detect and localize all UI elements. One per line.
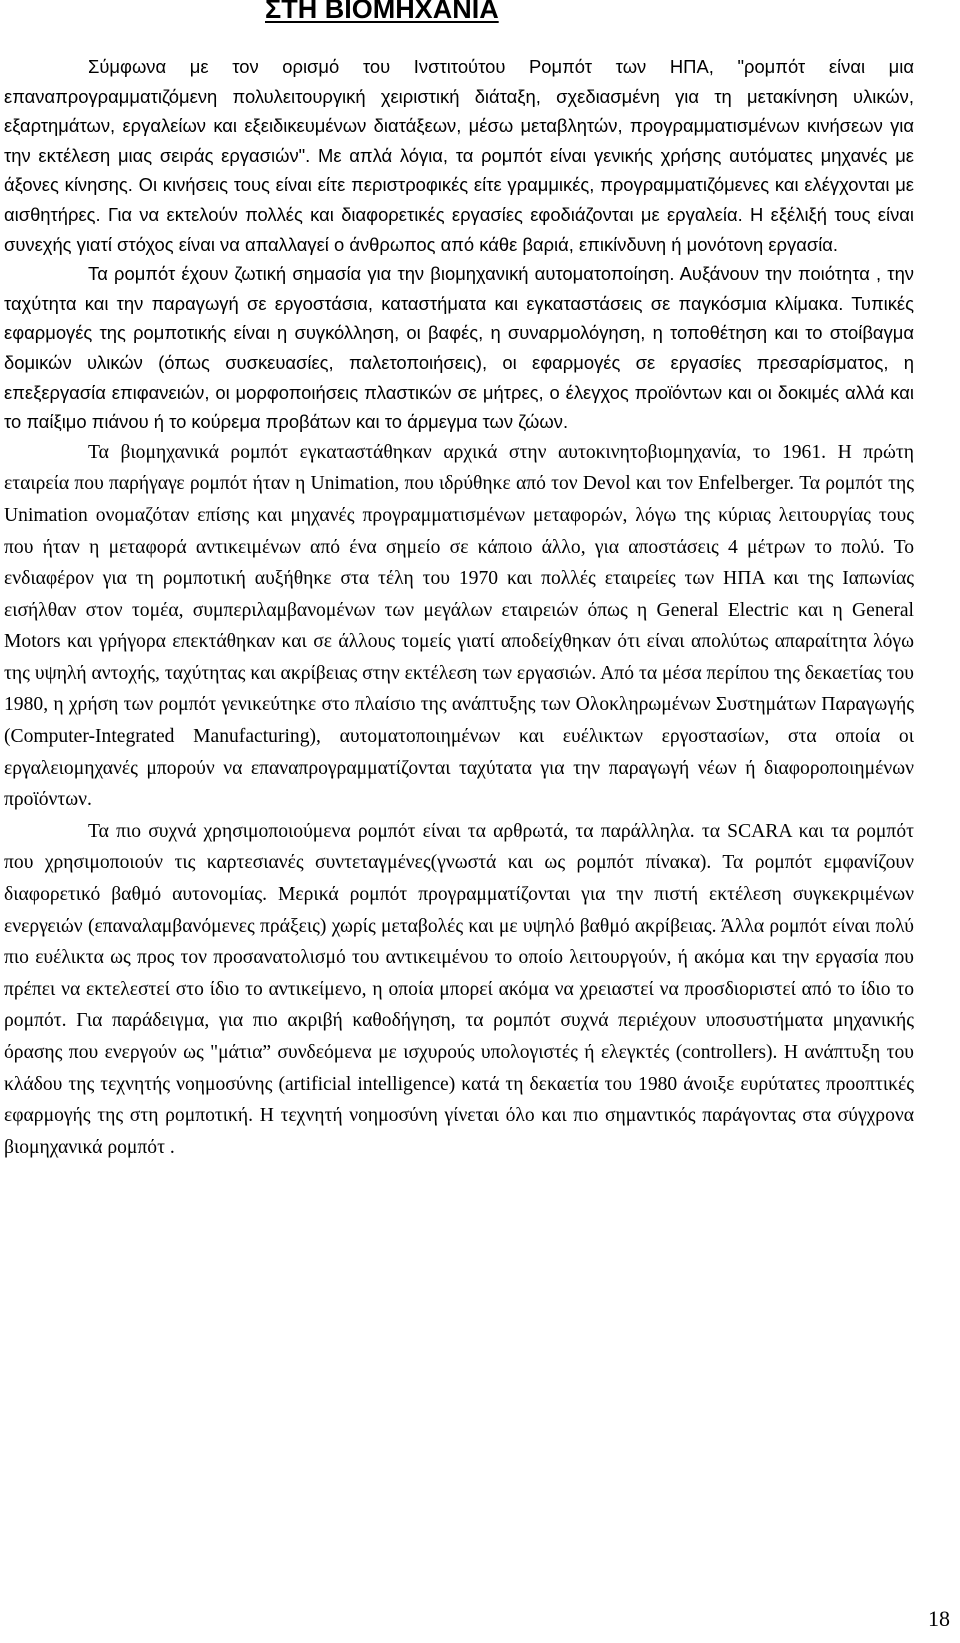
page-number: 18 [928,1606,950,1631]
paragraph-robot-definition: Σύμφωνα με τον ορισμό του Ινστιτούτου Ρομπότ των ΗΠΑ, "ρομπότ είναι μια επαναπρογραμματιζόμενη πολυλειτουργική χειριστική διάταξη, σχεδιασμένη για τη μετακίνηση υλικών, εξαρτημάτων, εργαλείων και εξειδικευμένων διατάξεων, μέσω μεταβλητών, προγραμματισμένων κινήσεων για την εκτέλεση μιας σειράς εργασιών". Με απλά λόγια, τα ρομπότ είναι γενικής χρήσης αυτόματες μηχανές με άξονες κίνησης. Οι κινήσεις τους είναι είτε περιστροφικές είτε γραμμικές, προγραμματιζόμενες και ελέγχονται με αισθητήρες. Για να εκτελούν πολλές και διαφορετικές εργασίες εφοδιάζονται με εργαλεία. Η εξέλιξή τους είναι συνεχής γιατί στόχος είναι να απαλλαγεί ο άνθρωπος από κάθε βαριά, επικίνδυνη ή μονότονη εργασία. [4,56,914,255]
paragraph-industrial-automation: Τα ρομπότ έχουν ζωτική σημασία για την βιομηχανική αυτοματοποίηση. Αυξάνουν την ποιότητα , την ταχύτητα και την παραγωγή σε εργοστάσια, καταστήματα και εγκαταστάσεις σε παγκόσμια κλίμακα. Τυπικές εφαρμογές της ρομποτικής είναι η συγκόλληση, οι βαφές, η συναρμολόγηση, η τοποθέτηση και το στοίβαγμα δομικών υλικών (όπως συσκευασίες, παλετοποιήσεις), οι εφαρμογές σε εργασίες πρεσαρίσματος, η επεξεργασία επιφανειών, οι μορφοποιήσεις πλαστικών σε μήτρες, ο έλεγχος προϊόντων και οι δοκιμές αλλά και το παίξιμο πιάνου ή το κούρεμα προβάτων και το άρμεγμα των ζώων. [4,263,914,433]
section-heading [265,0,499,26]
paragraph-robot-types: Τα πιο συχνά χρησιμοποιούμενα ρομπότ είναι τα αρθρωτά, τα παράλληλα. τα SCARA και τα ρομπότ που χρησιμοποιούν τις καρτεσιανές συντεταγμένες(γνωστά και ως ρομπότ πίνακα). Τα ρομπότ εμφανίζουν διαφορετικό βαθμό αυτονομίας. Μερικά ρομπότ προγραμματίζονται για την πιστή εκτέλεση συγκεκριμένων ενεργειών (επαναλαμβανόμενες πράξεις) χωρίς μεταβολές και με υψηλό βαθμό ακρίβειας. Άλλα ρομπότ είναι πολύ πιο ευέλικτα ως προς τον προσανατολισμό του αντικειμένου το οποίο λειτουργούν, ή ακόμα και την εργασία που πρέπει να εκτελεστεί στο ίδιο το αντικείμενο, η οποία μπορεί ακόμα να χρειαστεί να προσδιοριστεί από το ίδιο το ρομπότ. Για παράδειγμα, για πιο ακριβή καθοδήγηση, τα ρομπότ συχνά περιέχουν υποσυστήματα μηχανικής όρασης που ενεργούν ως "μάτια” συνδεόμενα με ισχυρούς υπολογιστές ή ελεγκτές (controllers). Η ανάπτυξη του κλάδου της τεχνητής νοημοσύνης (artificial intelligence) κατά τη δεκαετία του 1980 άνοιξε ευρύτατες προοπτικές εφαρμογής της στη ρομποτική. Η τεχνητή νοημοσύνη γίνεται όλο και πιο σημαντικός παράγοντας στα σύγχρονα βιομηχανικά ρομπότ . [4,820,914,1158]
paragraph-industrial-history: Τα βιομηχανικά ρομπότ εγκαταστάθηκαν αρχικά στην αυτοκινητοβιομηχανία, το 1961. Η πρώτη εταιρεία που παρήγαγε ρομπότ ήταν η Unimation, που ιδρύθηκε από τον Devol και τον Enfelberger. Τα ρομπότ της Unimation ονομαζόταν επίσης και μηχανές προγραμματισμένων μεταφορών, λόγω της κύριας λειτουργίας τους που ήταν η μεταφορά αντικειμένων από ένα σημείο σε κάποιο άλλο, για αποστάσεις 4 μέτρων το πολύ. Το ενδιαφέρον για τη ρομποτική αυξήθηκε στα τέλη του 1970 και πολλές εταιρείες των ΗΠΑ και της Ιαπωνίας εισήλθαν στον τομέα, συμπεριλαμβανομένων των μεγάλων εταιρειών όπως η General Electric και η General Motors και γρήγορα επεκτάθηκαν και σε άλλους τομείς γιατί αποδείχθηκαν ότι είναι απολύτως απαραίτητα λόγω της υψηλή αντοχής, ταχύτητας και ακρίβειας στην εκτέλεση των εργασιών. Από τα μέσα περίπου της δεκαετίας του 1980, η χρήση των ρομπότ γενικεύτηκε στο πλαίσιο της ανάπτυξης των Ολοκληρωμένων Συστημάτων Παραγωγής (Computer-Integrated Manufacturing), αυτοματοποιημένων και ευέλικτων εργοστασίων, στα οποία οι εργαλειομηχανές μπορούν να επαναπρογραμματίζονται ταχύτατα για την παραγωγή νέων ή διαφοροποιημένων προϊόντων. [4,441,914,811]
document-body [4,52,914,1163]
section-heading-text: ΣΤΗ ΒΙΟΜΗΧΑΝΙΑ [265,0,499,24]
